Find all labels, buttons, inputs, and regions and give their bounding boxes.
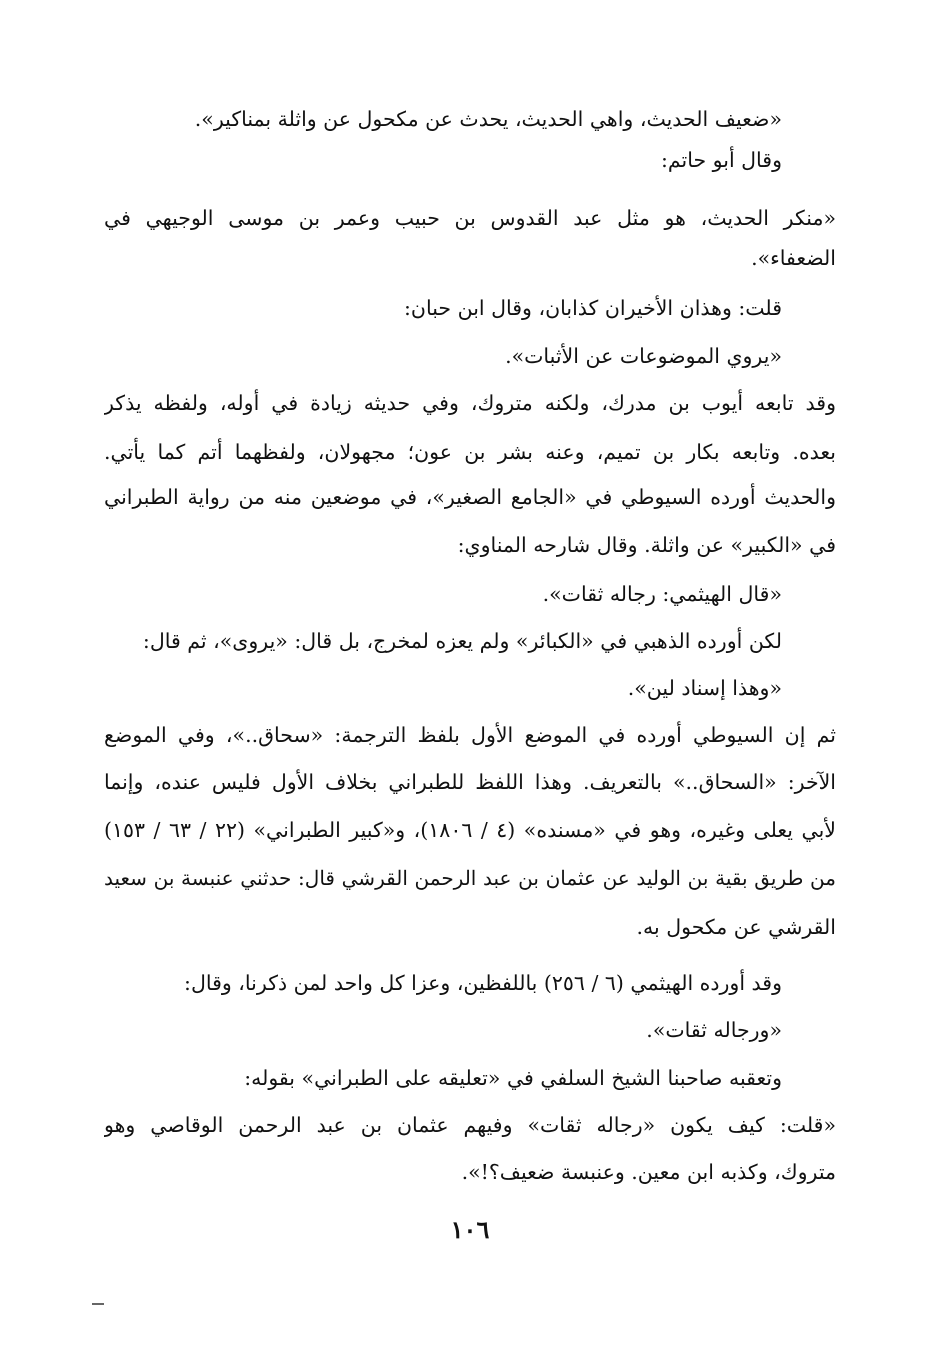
- text-line: «قلت: كيف يكون «رجاله ثقات» وفيهم عثمان بن عبد الرحمن الوقاصي وهو: [104, 1113, 836, 1137]
- scan-speck: [92, 1303, 104, 1305]
- text-line: من طريق بقية بن الوليد عن عثمان بن عبد الرحمن القرشي قال: حدثني عنبسة بن سعيد: [104, 866, 836, 890]
- text-line: وقد أورده الهيثمي (٦ / ٢٥٦) باللفظين، وعزا كل واحد لمن ذكرنا، وقال:: [184, 971, 782, 995]
- text-line: «منكر الحديث، هو مثل عبد القدوس بن حبيب وعمر بن موسى الوجيهي في: [104, 206, 836, 230]
- text-line: «وهذا إسناد لين».: [627, 676, 782, 700]
- text-line: الضعفاء».: [751, 246, 836, 270]
- text-line: والحديث أورده السيوطي في «الجامع الصغير»، في موضعين منه من رواية الطبراني: [104, 485, 836, 509]
- text-line: «ضعيف الحديث، واهي الحديث، يحدث عن مكحول عن واثلة بمناكير».: [194, 107, 782, 131]
- text-line: لأبي يعلى وغيره، وهو في «مسنده» (٤ / ١٨٠٦)، و«كبير الطبراني» (٢٢ / ٦٣ / ١٥٣): [104, 818, 836, 842]
- text-line: وقال أبو حاتم:: [660, 148, 782, 172]
- text-line: لكن أورده الذهبي في «الكبائر» ولم يعزه لمخرج، بل قال: «يروى»، ثم قال:: [142, 629, 782, 653]
- text-line: متروك، وكذبه ابن معين. وعنبسة ضعيف؟!».: [461, 1160, 836, 1184]
- text-line: «ورجاله ثقات».: [646, 1018, 782, 1042]
- text-line: قلت: وهذان الأخيران كذابان، وقال ابن حبان:: [404, 296, 782, 320]
- page-number: ١٠٦: [450, 1215, 490, 1244]
- text-line: بعده. وتابعه بكار بن تميم، وعنه بشر بن عون؛ مجهولان، ولفظهما أتم كما يأتي.: [104, 440, 836, 464]
- text-line: وتعقبه صاحبنا الشيخ السلفي في «تعليقه على الطبراني» بقوله:: [244, 1066, 782, 1090]
- text-line: وقد تابعه أيوب بن مدرك، ولكنه متروك، وفي حديثه زيادة في أوله، ولفظه يذكر: [104, 391, 836, 415]
- text-line: القرشي عن مكحول به.: [636, 915, 836, 939]
- text-line: ثم إن السيوطي أورده في الموضع الأول بلفظ الترجمة: «سحاق..»، وفي الموضع: [104, 723, 836, 747]
- text-line: في «الكبير» عن واثلة. وقال شارحه المناوي:: [457, 533, 836, 557]
- text-line: «قال الهيثمي: رجاله ثقات».: [542, 582, 782, 606]
- text-line: الآخر: «السحاق..» بالتعريف. وهذا اللفظ للطبراني بخلاف الأول فليس عنده، وإنما: [104, 770, 836, 794]
- text-line: «يروي الموضوعات عن الأثبات».: [505, 344, 782, 368]
